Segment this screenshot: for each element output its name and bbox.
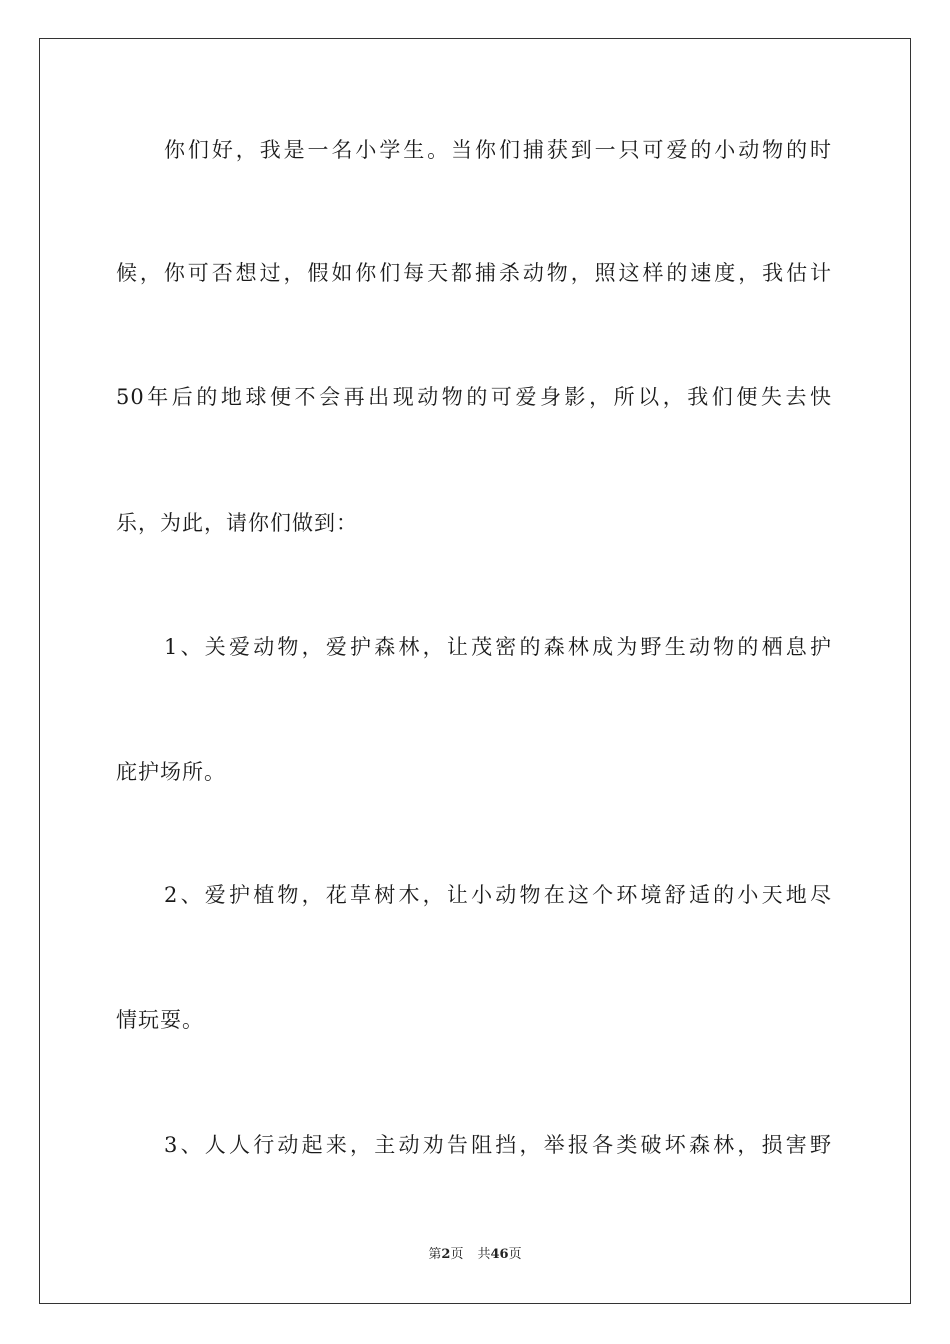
total-suffix: 页 bbox=[508, 1247, 522, 1262]
list-item-2-line-2: 情玩耍。 bbox=[116, 1008, 204, 1032]
list-item-3-line-1: 3、人人行动起来，主动劝告阻挡，举报各类破坏森林，损害野 bbox=[164, 1133, 832, 1157]
total-pages: 46 bbox=[490, 1247, 509, 1262]
paragraph-line-4: 乐，为此，请你们做到： bbox=[116, 511, 358, 535]
list-item-2-line-1: 2、爱护植物，花草树木，让小动物在这个环境舒适的小天地尽 bbox=[164, 883, 832, 907]
list-item-1-line-1: 1、关爱动物，爱护森林，让茂密的森林成为野生动物的栖息护 bbox=[164, 635, 832, 659]
page-border bbox=[39, 38, 911, 1304]
total-prefix: 共 bbox=[477, 1247, 491, 1262]
page-number: 2 bbox=[441, 1247, 451, 1262]
list-item-1-line-2: 庇护场所。 bbox=[116, 760, 226, 784]
page-suffix: 页 bbox=[450, 1247, 464, 1262]
paragraph-line-2: 候，你可否想过，假如你们每天都捕杀动物，照这样的速度，我估计 bbox=[116, 261, 832, 285]
page-prefix: 第 bbox=[428, 1247, 442, 1262]
paragraph-line-1: 你们好，我是一名小学生。当你们捕获到一只可爱的小动物的时 bbox=[164, 138, 832, 162]
paragraph-line-3: 50年后的地球便不会再出现动物的可爱身影，所以，我们便失去快 bbox=[116, 385, 832, 409]
page-footer bbox=[0, 1246, 950, 1264]
